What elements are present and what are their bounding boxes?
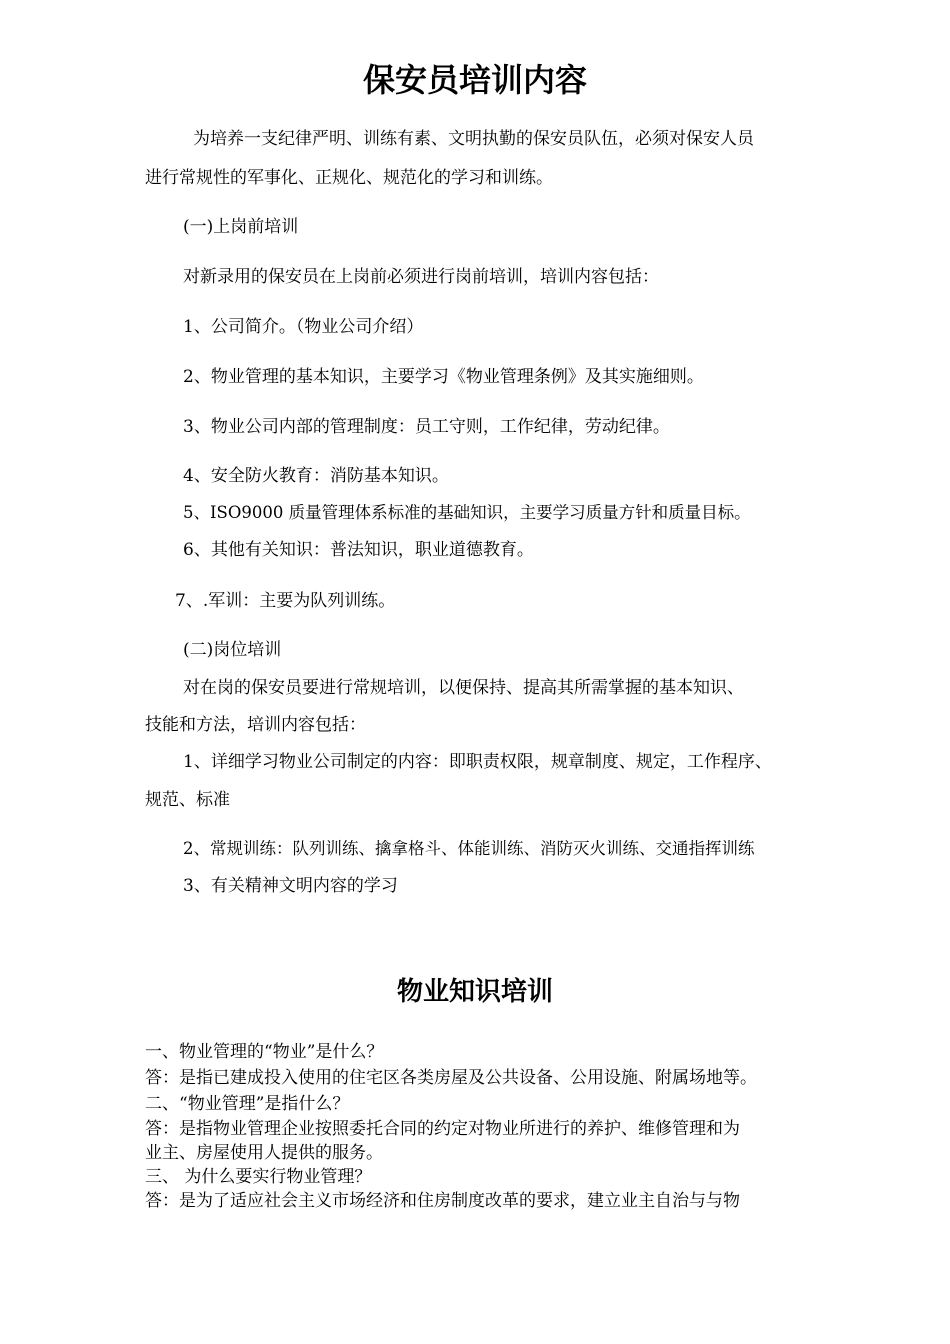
section2-item-1-line-1: 1、详细学习物业公司制定的内容：即职责权限，规章制度、规定，工作程序、 [183, 752, 772, 772]
section2-lead-line-1: 对在岗的保安员要进行常规培训，以便保持、提高其所需掌握的基本知识、 [183, 678, 744, 698]
section1-heading: (一)上岗前培训 [183, 217, 299, 237]
section1-item-6: 6、其他有关知识：普法知识，职业道德教育。 [183, 540, 534, 560]
intro-line-1: 为培养一支纪律严明、训练有素、文明执勤的保安员队伍，必须对保安人员 [193, 129, 754, 149]
qa-question-2: 二、“物业管理”是指什么？ [145, 1094, 350, 1114]
intro-line-2: 进行常规性的军事化、正规化、规范化的学习和训练。 [145, 168, 553, 188]
section2-item-2: 2、常规训练：队列训练、擒拿格斗、体能训练、消防灭火训练、交通指挥训练 [183, 839, 755, 858]
section1-item-4: 4、安全防火教育：消防基本知识。 [183, 466, 449, 486]
qa-answer-1: 答：是指已建成投入使用的住宅区各类房屋及公共设备、公用设施、附属场地等。 [145, 1068, 757, 1088]
section1-item-1: 1、公司简介。（物业公司介绍） [183, 317, 424, 337]
qa-question-3: 三、 为什么要实行物业管理？ [145, 1167, 372, 1187]
page-title: 保安员培训内容 [362, 61, 587, 99]
section2-item-1-line-2: 规范、标准 [145, 790, 230, 810]
section1-item-5: 5、ISO9000 质量管理体系标准的基础知识，主要学习质量方针和质量目标。 [183, 503, 751, 522]
section2-item-3: 3、有关精神文明内容的学习 [183, 876, 398, 896]
section1-lead: 对新录用的保安员在上岗前必须进行岗前培训，培训内容包括： [183, 267, 659, 287]
qa-question-1: 一、物业管理的“物业”是什么？ [145, 1042, 384, 1062]
section2-lead-line-2: 技能和方法，培训内容包括： [145, 715, 366, 735]
section-title-property-knowledge: 物业知识培训 [396, 977, 553, 1007]
qa-answer-2-line-1: 答：是指物业管理企业按照委托合同的约定对物业所进行的养护、维修管理和为 [145, 1119, 740, 1139]
section1-item-7: 7、.军训：主要为队列训练。 [175, 591, 396, 611]
qa-answer-3: 答：是为了适应社会主义市场经济和住房制度改革的要求，建立业主自治与与物 [145, 1191, 740, 1211]
section1-item-2: 2、物业管理的基本知识，主要学习《物业管理条例》及其实施细则。 [183, 367, 704, 387]
section1-item-3: 3、物业公司内部的管理制度：员工守则，工作纪律，劳动纪律。 [183, 417, 670, 437]
qa-answer-2-line-2: 业主、房屋使用人提供的服务。 [145, 1143, 383, 1163]
section2-heading: (二)岗位培训 [183, 640, 282, 660]
